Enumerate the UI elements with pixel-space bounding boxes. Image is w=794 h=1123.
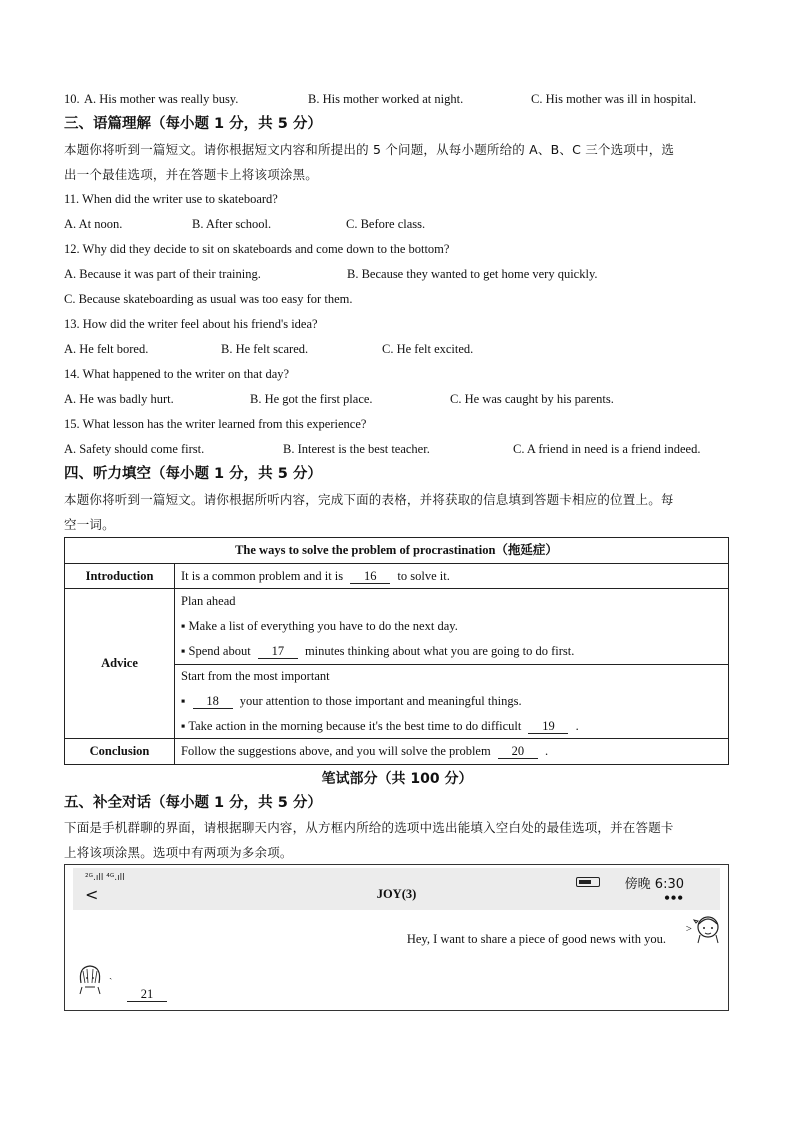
advice-bullet-2: ▪ Spend about 17 minutes thinking about what you are going to do first. [181,644,575,658]
section-4-instruction-line2: 空一词。 [64,517,115,532]
q10-option-b: B. His mother worked at night. [308,92,464,106]
sender-arrow-left-icon: ˎ [109,969,113,980]
table-row-introduction [65,564,728,589]
q15-option-a: A. Safety should come first. [64,442,205,456]
status-time: 傍晚 6:30 [624,877,684,892]
question-13-options [64,341,474,357]
section-4-heading: 四、听力填空（每小题 1 分，共 5 分） [64,466,322,482]
introduction-label: Introduction [65,564,175,588]
q12-option-b: B. Because they wanted to get home very quickly. [347,267,598,281]
blank-18[interactable]: 18 [193,695,233,709]
advice-label: Advice [65,589,175,738]
q11-option-b: B. After school. [192,217,272,231]
conclusion-label: Conclusion [65,739,175,764]
advice-most-important [175,664,728,739]
q12-option-c: C. Because skateboarding as usual was too easy for them. [64,292,353,306]
section-5-instruction-line1: 下面是手机群聊的界面，请根据聊天内容，从方框内所给的选项中选出能填入空白处的最佳选项，并在答题卡 [64,820,674,835]
chat-message-left [123,987,171,1002]
group-chat-box [64,864,729,1011]
question-11: 11. When did the writer use to skateboard? [64,192,278,206]
q14-option-c: C. He was caught by his parents. [450,392,614,406]
q11-option-a: A. At noon. [64,217,123,231]
blank-20[interactable]: 20 [498,745,538,759]
table-title: The ways to solve the problem of procrastination（拖延症） [65,538,728,564]
question-11-options [64,216,426,232]
introduction-text: It is a common problem and it is 16 to solve it. [181,569,450,583]
q12-option-a: A. Because it was part of their training. [64,267,261,281]
question-12-options-ab [64,266,598,282]
q15-option-b: B. Interest is the best teacher. [283,442,430,456]
advice-bullet-3: ▪ 18 your attention to those important and meaningful things. [181,694,522,708]
chat-message-right: Hey, I want to share a piece of good news with you. [406,932,666,946]
chat-title: JOY(3) [376,887,417,901]
advice-plan-ahead [175,589,728,665]
battery-icon [576,877,600,887]
q13-option-a: A. He felt bored. [64,342,149,356]
blank-19[interactable]: 19 [528,720,568,734]
section-4-instruction-line1: 本题你将听到一篇短文。请你根据所听内容，完成下面的表格，并将获取的信息填到答题卡相应的位置上。每 [64,492,674,507]
section-3-instruction-line2: 出一个最佳选项，并在答题卡上将该项涂黑。 [64,167,319,182]
blank-17[interactable]: 17 [258,645,298,659]
boy-avatar-icon [75,961,105,995]
section-5-heading: 五、补全对话（每小题 1 分，共 5 分） [64,795,322,811]
conclusion-text: Follow the suggestions above, and you will solve the problem 20 . [181,744,549,758]
question-10-options [64,91,697,107]
advice-bullet-1: ▪ Make a list of everything you have to do the next day. [181,619,458,633]
signal-icon: ²ᴳ.ıll ⁴ᴳ.ıll [85,873,125,883]
q15-option-c: C. A friend in need is a friend indeed. [513,442,701,456]
back-arrow-icon[interactable]: < [85,885,99,904]
question-15: 15. What lesson has the writer learned from this experience? [64,417,367,431]
blank-16[interactable]: 16 [350,570,390,584]
section-5-instruction-line2: 上将该项涂黑。选项中有两项为多余项。 [64,845,293,860]
table-row-advice [65,589,728,739]
section-3-heading: 三、语篇理解（每小题 1 分，共 5 分） [64,116,322,132]
question-14: 14. What happened to the writer on that day? [64,367,290,381]
girl-avatar-icon [692,911,722,945]
phone-status-bar [73,868,720,910]
plan-ahead-heading: Plan ahead [181,594,236,608]
section-3-instruction-line1: 本题你将听到一篇短文。请你根据短文内容和所提出的 5 个问题，从每小题所给的 A、B、C 三个选项中，选 [64,142,675,157]
q10-number: 10. [64,92,80,106]
written-part-heading: 笔试部分（共 100 分） [321,771,473,787]
question-14-options [64,391,614,407]
more-options-icon[interactable]: ••• [664,890,684,907]
table-row-conclusion [65,739,728,764]
question-12: 12. Why did they decide to sit on skateboards and come down to the bottom? [64,242,450,256]
q10-option-a: A. His mother was really busy. [84,92,239,106]
procrastination-table [64,537,729,765]
q11-option-c: C. Before class. [346,217,426,231]
q10-option-c: C. His mother was ill in hospital. [531,92,697,106]
question-15-options [64,441,701,457]
advice-bullet-4: ▪ Take action in the morning because it's the best time to do difficult 19 . [181,719,579,733]
q14-option-a: A. He was badly hurt. [64,392,174,406]
q13-option-b: B. He felt scared. [221,342,309,356]
blank-21[interactable]: 21 [127,988,167,1002]
q13-option-c: C. He felt excited. [382,342,474,356]
most-important-heading: Start from the most important [181,669,330,683]
q14-option-b: B. He got the first place. [250,392,373,406]
sender-arrow-icon: > [685,923,692,935]
question-13: 13. How did the writer feel about his friend's idea? [64,317,318,331]
